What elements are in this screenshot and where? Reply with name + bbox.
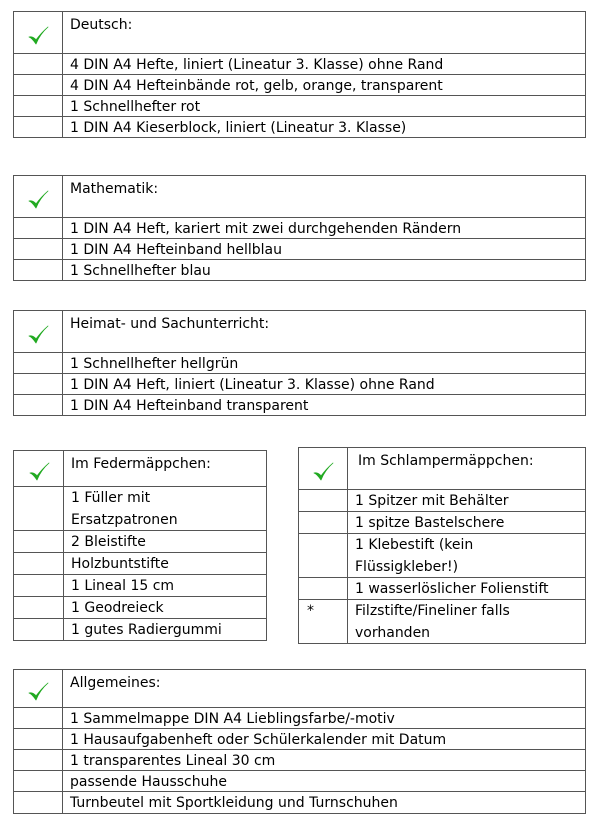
header-row <box>298 448 585 490</box>
item-text-line: Ersatzpatronen <box>71 512 178 528</box>
marker-cell <box>13 771 63 791</box>
marker-cell <box>13 353 63 373</box>
item-text-cell <box>64 487 266 530</box>
marker-cell <box>298 512 348 533</box>
checkmark-icon <box>27 681 49 703</box>
heimat-sachunterricht-table <box>13 310 586 416</box>
item-text-cell: 1 DIN A4 Hefteinband transparent <box>70 398 309 414</box>
checkmark-icon <box>28 461 50 483</box>
marker-cell <box>13 619 64 640</box>
marker-cell <box>298 578 348 599</box>
checkmark-icon <box>27 324 49 346</box>
check-cell <box>298 448 348 489</box>
marker-cell <box>13 75 63 95</box>
item-text-cell <box>348 578 585 599</box>
heimat-sachunterricht-header: Heimat- und Sachunterricht: <box>70 316 270 332</box>
item-text-cell <box>348 512 585 533</box>
schlampermaeppchen-table <box>298 447 586 644</box>
marker-cell <box>13 239 63 259</box>
marker-cell <box>13 374 63 394</box>
schlampermaeppchen-item <box>298 534 585 578</box>
deutsch-header: Deutsch: <box>70 17 133 33</box>
item-text-line: Flüssigkleber!) <box>355 559 459 575</box>
schlampermaeppchen-item <box>298 578 585 600</box>
marker-cell <box>13 708 63 728</box>
federmaeppchen-item <box>13 619 266 641</box>
marker-cell <box>298 534 348 577</box>
item-text-cell: passende Hausschuhe <box>70 774 227 790</box>
marker-cell <box>298 490 348 511</box>
item-text-line: 1 Klebestift (kein <box>355 537 474 553</box>
heimat-sachunterricht-item <box>13 395 585 416</box>
marker-cell <box>13 395 63 415</box>
item-text-line: Filzstifte/Fineliner falls <box>355 603 510 619</box>
federmaeppchen-header: Im Federmäppchen: <box>71 456 211 472</box>
item-text-line: 2 Bleistifte <box>71 534 146 550</box>
item-text-cell <box>64 575 266 596</box>
item-text-line: vorhanden <box>355 625 431 641</box>
allgemeines-item <box>13 750 585 771</box>
checkmark-icon <box>27 189 49 211</box>
header-row <box>13 670 585 708</box>
item-text-cell: 1 Sammelmappe DIN A4 Lieblingsfarbe/-motiv <box>70 711 395 727</box>
item-text-cell: 1 DIN A4 Heft, kariert mit zwei durchgehenden Rändern <box>70 221 462 237</box>
marker-cell <box>13 792 63 813</box>
marker-cell <box>13 531 64 552</box>
mathematik-item <box>13 239 585 260</box>
marker-cell <box>13 597 64 618</box>
item-text-line: Holzbuntstifte <box>71 556 169 572</box>
item-text-cell: 1 Schnellhefter rot <box>70 99 201 115</box>
marker-cell <box>13 54 63 74</box>
marker-cell <box>13 575 64 596</box>
header-row <box>13 311 585 353</box>
federmaeppchen-item <box>13 575 266 597</box>
federmaeppchen-item <box>13 487 266 531</box>
marker-cell <box>13 729 63 749</box>
deutsch-table <box>13 11 586 138</box>
mathematik-item <box>13 218 585 239</box>
check-cell <box>13 12 63 53</box>
item-text-line: 1 Spitzer mit Behälter <box>355 493 509 509</box>
allgemeines-item <box>13 729 585 750</box>
allgemeines-item <box>13 792 585 814</box>
item-text-cell <box>348 534 585 577</box>
check-cell <box>13 451 64 486</box>
item-text-cell <box>64 619 266 640</box>
marker-cell <box>13 750 63 770</box>
federmaeppchen-item <box>13 553 266 575</box>
header-row <box>13 451 266 487</box>
check-cell <box>13 670 63 707</box>
allgemeines-item <box>13 708 585 729</box>
heimat-sachunterricht-item <box>13 353 585 374</box>
item-text-cell: 1 DIN A4 Kieserblock, liniert (Lineatur 3. Klasse) <box>70 120 407 136</box>
item-text-cell: 1 Schnellhefter hellgrün <box>70 356 239 372</box>
federmaeppchen-item <box>13 597 266 619</box>
item-text-line: 1 wasserlöslicher Folienstift <box>355 581 549 597</box>
marker-cell <box>13 96 63 116</box>
marker-cell <box>13 260 63 280</box>
item-text-cell <box>64 553 266 574</box>
item-text-cell <box>64 597 266 618</box>
marker-cell: * <box>298 600 348 643</box>
item-text-line: 1 spitze Bastelschere <box>355 515 505 531</box>
item-text-cell: 1 DIN A4 Heft, liniert (Lineatur 3. Klasse) ohne Rand <box>70 377 435 393</box>
federmaeppchen-item <box>13 531 266 553</box>
schlampermaeppchen-item <box>298 600 585 644</box>
item-text-cell: 1 DIN A4 Hefteinband hellblau <box>70 242 282 258</box>
item-text-cell <box>348 490 585 511</box>
item-text-cell: 4 DIN A4 Hefte, liniert (Lineatur 3. Klasse) ohne Rand <box>70 57 444 73</box>
mathematik-item <box>13 260 585 281</box>
allgemeines-table <box>13 669 586 814</box>
deutsch-item <box>13 75 585 96</box>
item-text-cell: 1 Hausaufgabenheft oder Schülerkalender mit Datum <box>70 732 447 748</box>
item-text-cell: 4 DIN A4 Hefteinbände rot, gelb, orange, transparent <box>70 78 443 94</box>
checkmark-icon <box>27 25 49 47</box>
check-cell <box>13 176 63 217</box>
check-cell <box>13 311 63 352</box>
deutsch-item <box>13 96 585 117</box>
marker-cell <box>13 487 64 530</box>
item-text-cell <box>64 531 266 552</box>
federmaeppchen-table <box>13 450 267 641</box>
heimat-sachunterricht-item <box>13 374 585 395</box>
item-text-cell: Turnbeutel mit Sportkleidung und Turnschuhen <box>70 795 398 811</box>
item-text-line: 1 gutes Radiergummi <box>71 622 222 638</box>
deutsch-item <box>13 54 585 75</box>
marker-cell <box>13 218 63 238</box>
mathematik-header: Mathematik: <box>70 181 159 197</box>
schlampermaeppchen-header: Im Schlampermäppchen: <box>358 453 534 469</box>
marker-cell <box>13 117 63 137</box>
allgemeines-header: Allgemeines: <box>70 675 161 691</box>
deutsch-item <box>13 117 585 138</box>
item-text-cell: 1 transparentes Lineal 30 cm <box>70 753 276 769</box>
header-row <box>13 12 585 54</box>
item-text-line: 1 Lineal 15 cm <box>71 578 175 594</box>
schlampermaeppchen-item <box>298 512 585 534</box>
item-text-line: 1 Geodreieck <box>71 600 164 616</box>
header-row <box>13 176 585 218</box>
item-text-cell <box>348 600 585 643</box>
checkmark-icon <box>312 461 334 483</box>
mathematik-table <box>13 175 586 281</box>
item-text-line: 1 Füller mit <box>71 490 151 506</box>
marker-cell <box>13 553 64 574</box>
allgemeines-item <box>13 771 585 792</box>
schlampermaeppchen-item <box>298 490 585 512</box>
item-text-cell: 1 Schnellhefter blau <box>70 263 211 279</box>
